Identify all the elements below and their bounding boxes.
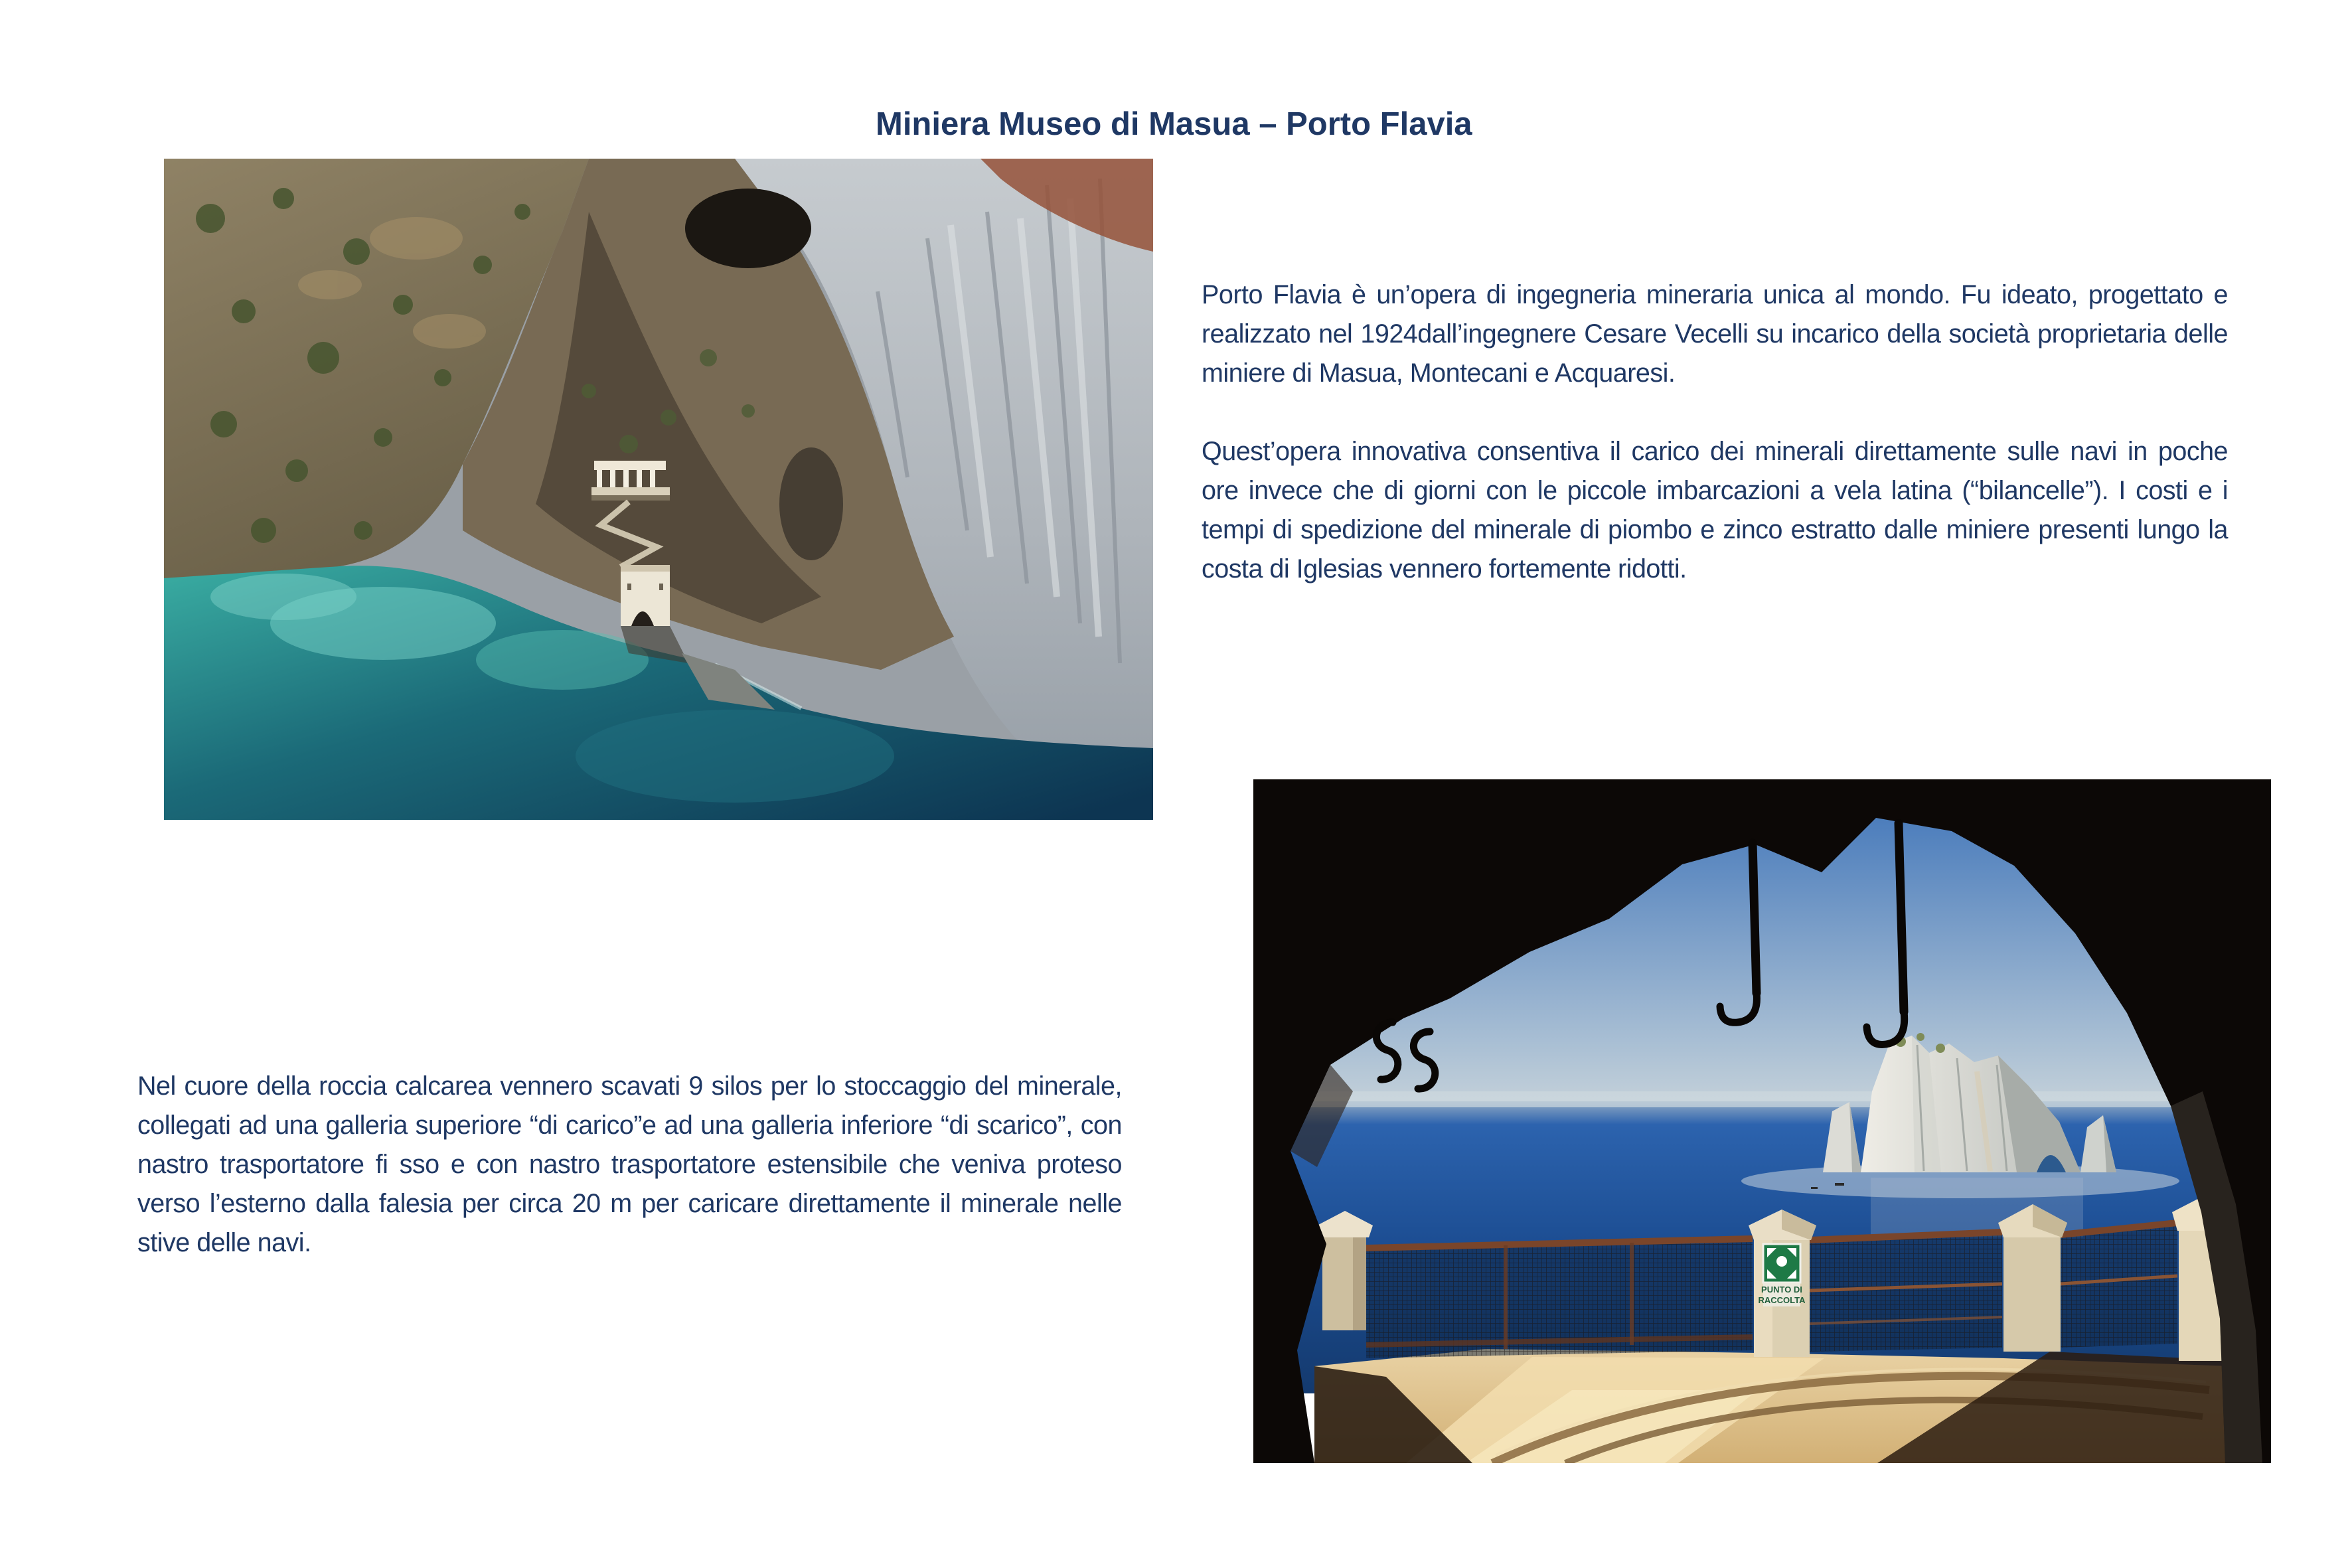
sign-text-line1: PUNTO DI — [1761, 1285, 1802, 1294]
cave-shadow — [685, 189, 811, 268]
aerial-cliff-photo — [164, 159, 1153, 820]
horizon-haze — [1253, 1091, 2271, 1107]
paragraph-history: Porto Flavia è un’opera di ingegneria mineraria unica al mondo. Fu ideato, progettato e realizzato nel 1924dall’ingegnere Cesare Vecelli su incarico della società proprietaria delle miniere di Masua, Montecani e Acquaresi. — [1202, 280, 2228, 388]
right-text-column — [1202, 275, 2228, 589]
page-title: Miniera Museo di Masua – Porto Flavia — [876, 106, 1472, 142]
crevice-shadow — [779, 447, 843, 560]
paragraph-silos: Nel cuore della roccia calcarea vennero scavati 9 silos per lo stoccaggio del minerale, collegati ad una galleria superiore “di carico”e ad una galleria inferiore “di scarico”, con nastro trasportatore fi sso e con nastro trasportatore estensibile che veniva proteso verso l’esterno dalla falesia per circa 20 m per caricare direttamente il minerale nelle stive delle navi. — [137, 1071, 1122, 1257]
left-text-column — [137, 1067, 1122, 1263]
cave-lookout-photo — [1253, 779, 2271, 1463]
cave-lookout-illustration — [1253, 779, 2271, 1463]
assembly-point-sign — [1758, 1244, 1806, 1306]
sign-text-line2: RACCOLTA — [1758, 1295, 1806, 1305]
paragraph-innovation: Quest’opera innovativa consentiva il carico dei minerali direttamente sulle navi in poche ore invece che di giorni con le piccole imbarcazioni a vela latina (“bilancelle”). I costi e i tempi di spedizione del minerale di piombo e zinco estratto dalle miniere presenti lungo la costa di Iglesias vennero fortemente ridotti. — [1202, 437, 2228, 584]
aerial-cliff-illustration — [164, 159, 1153, 820]
